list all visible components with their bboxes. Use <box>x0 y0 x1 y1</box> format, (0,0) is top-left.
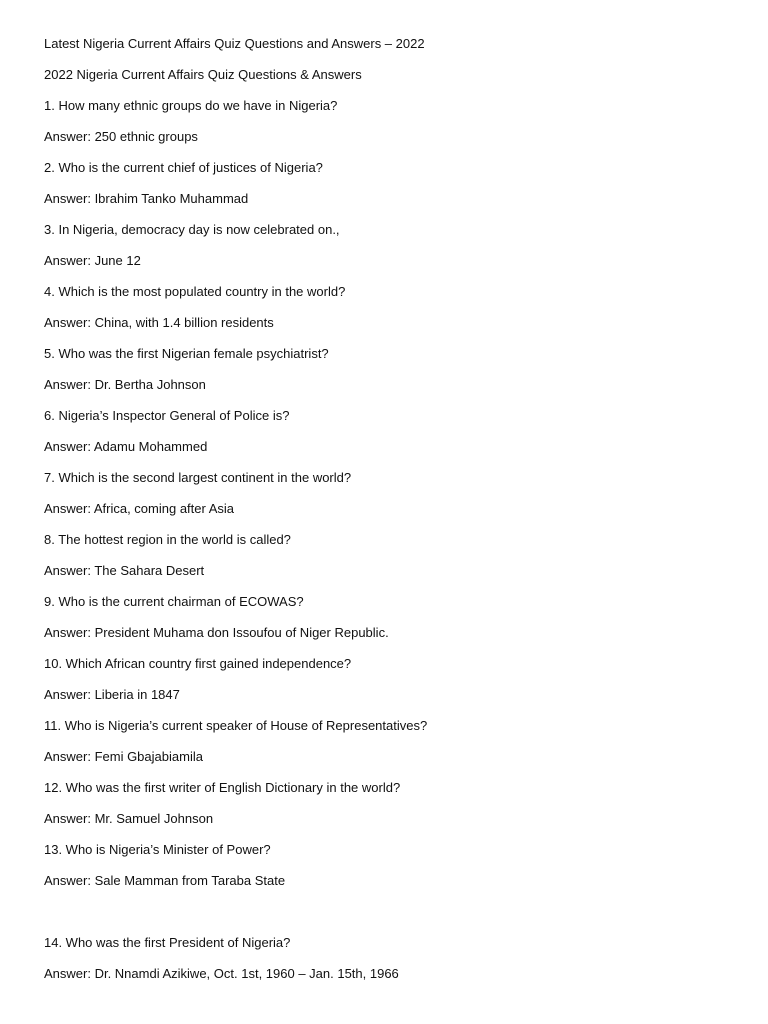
question-13: 13. Who is Nigeria’s Minister of Power? <box>44 842 271 857</box>
question-11: 11. Who is Nigeria’s current speaker of House of Representatives? <box>44 718 428 733</box>
answer-14: Answer: Dr. Nnamdi Azikiwe, Oct. 1st, 1960 – Jan. 15th, 1966 <box>44 966 399 981</box>
question-5: 5. Who was the first Nigerian female psychiatrist? <box>44 346 329 361</box>
answer-6: Answer: Adamu Mohammed <box>44 439 208 454</box>
answer-2: Answer: Ibrahim Tanko Muhammad <box>44 191 249 206</box>
answer-5: Answer: Dr. Bertha Johnson <box>44 377 206 392</box>
question-9: 9. Who is the current chairman of ECOWAS? <box>44 594 304 609</box>
question-4: 4. Which is the most populated country in the world? <box>44 284 346 299</box>
question-14: 14. Who was the first President of Nigeria? <box>44 935 291 950</box>
question-1: 1. How many ethnic groups do we have in Nigeria? <box>44 98 338 113</box>
answer-3: Answer: June 12 <box>44 253 141 268</box>
question-12: 12. Who was the first writer of English Dictionary in the world? <box>44 780 401 795</box>
answer-10: Answer: Liberia in 1847 <box>44 687 180 702</box>
answer-7: Answer: Africa, coming after Asia <box>44 501 235 516</box>
answer-13: Answer: Sale Mamman from Taraba State <box>44 873 286 888</box>
question-7: 7. Which is the second largest continent in the world? <box>44 470 352 485</box>
question-6: 6. Nigeria’s Inspector General of Police is? <box>44 408 290 423</box>
question-3: 3. In Nigeria, democracy day is now celebrated on., <box>44 222 340 237</box>
answer-8: Answer: The Sahara Desert <box>44 563 205 578</box>
answer-11: Answer: Femi Gbajabiamila <box>44 749 203 764</box>
answer-12: Answer: Mr. Samuel Johnson <box>44 811 214 826</box>
answer-1: Answer: 250 ethnic groups <box>44 129 198 144</box>
question-2: 2. Who is the current chief of justices of Nigeria? <box>44 160 323 175</box>
document-title: Latest Nigeria Current Affairs Quiz Questions and Answers – 2022 <box>44 36 425 51</box>
answer-4: Answer: China, with 1.4 billion residents <box>44 315 274 330</box>
document-subtitle: 2022 Nigeria Current Affairs Quiz Questions & Answers <box>44 67 362 82</box>
question-8: 8. The hottest region in the world is called? <box>44 532 291 547</box>
question-10: 10. Which African country first gained independence? <box>44 656 352 671</box>
answer-9: Answer: President Muhama don Issoufou of Niger Republic. <box>44 625 389 640</box>
